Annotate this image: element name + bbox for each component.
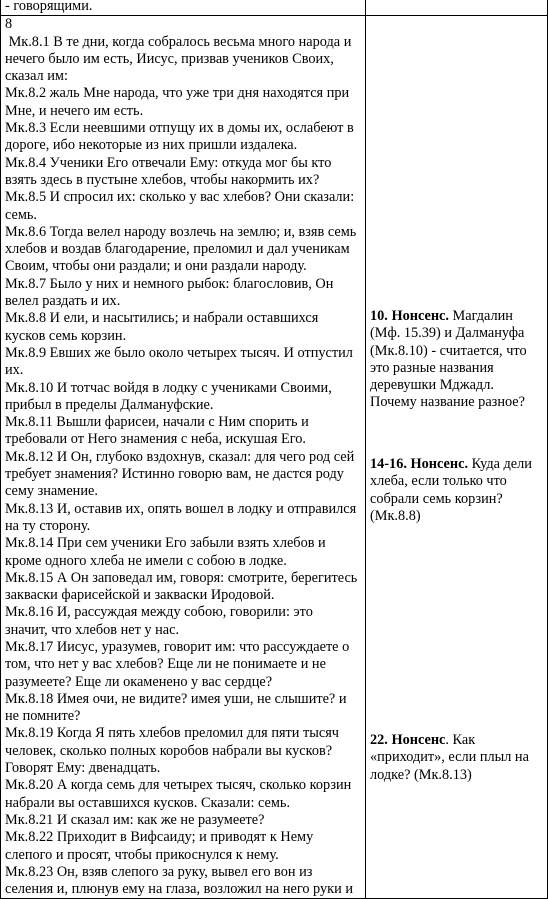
verse-line: Мне, и нечего им есть. xyxy=(5,102,144,119)
verse-line: разумеете? Еще ли окаменено у вас сердце? xyxy=(5,673,273,690)
verse-line: Мк.8.16 И, рассуждая между собою, говорили: это xyxy=(5,604,313,621)
verse-line: Мк.8.4 Ученики Его отвечали Ему: откуда мог бы кто xyxy=(5,154,332,171)
note-line: Магдалин xyxy=(448,308,513,324)
note-line: (Мк.8.10) - считается, что xyxy=(370,342,527,359)
verse-line: Мк.8.19 Когда Я пять хлебов преломил для пяти тысяч xyxy=(5,725,339,742)
note-line: лодке? (Мк.8.13) xyxy=(370,766,472,783)
verse-line: Мк.8.17 Иисус, уразумев, говорит им: что рассуждаете о xyxy=(5,638,350,655)
verse-line: значит, что хлебов нет у нас. xyxy=(5,621,180,638)
verse-line: не помните? xyxy=(5,708,81,725)
verse-line: Говорят Ему: двенадцать. xyxy=(5,760,161,777)
verse-line: Мк.8.14 При сем ученики Его забыли взять хлебов и xyxy=(5,535,326,552)
verse-line: Мк.8.12 И Он, глубоко вздохнув, сказал: для чего род сей xyxy=(5,448,355,465)
verse-line: велел раздать и их. xyxy=(5,293,121,310)
verse-line: на ту сторону. xyxy=(5,517,91,534)
top-right-cell xyxy=(366,0,548,16)
verse-line: Мк.8.7 Было у них и немного рыбок: благословив, Он xyxy=(5,275,334,292)
verse-line: Мк.8.2 жаль Мне народа, что уже три дня находятся при xyxy=(5,85,350,102)
verse-line: Мк.8.21 И сказал им: как же не разумеете? xyxy=(5,811,265,828)
note-line: Куда дели xyxy=(468,456,532,472)
note-line: . Как xyxy=(445,732,476,748)
note-line: хлеба, если только что xyxy=(370,473,507,490)
note-line: это разные названия xyxy=(370,359,494,376)
verse-line: сказал им: xyxy=(5,68,68,85)
note-line: (Мф. 15.39) и Далмануфа xyxy=(370,325,525,342)
note-heading: 22. Нонсенс xyxy=(370,732,446,748)
verse-list xyxy=(5,34,363,899)
verse-line: кусков семь корзин. xyxy=(5,327,127,344)
verse-line: том, что нет у вас хлебов? Еще ли не понимаете и не xyxy=(5,656,326,673)
verse-line: селения и, плюнув ему на глаза, возложил на него руки и xyxy=(5,881,353,898)
verse-line: Мк.8.3 Если неевшими отпущу их в домы их, ослабеют в xyxy=(5,120,354,137)
note-heading: 14-16. Нонсенс. xyxy=(370,456,469,472)
verse-line: слепого и просят, чтобы прикоснулся к нему. xyxy=(5,846,279,863)
verse-line: Мк.8.15 А Он заповедал им, говоря: смотрите, берегитесь xyxy=(5,569,358,586)
verse-line: кроме одного хлеба не имели с собою в лодке. xyxy=(5,552,287,569)
verse-line: требовали от Него знамения с неба, искушая Его. xyxy=(5,431,306,448)
note-line: Почему название разное? xyxy=(370,394,525,411)
note-line: деревушки Мджадл. xyxy=(370,377,494,394)
verse-line: прибыл в пределы Далмануфские. xyxy=(5,396,214,413)
verse-line: сему знамение. xyxy=(5,483,98,500)
table-row xyxy=(1,0,548,16)
nonsense-note-22 xyxy=(370,732,546,784)
verse-line: Мк.8.20 А когда семь для четырех тысяч, сколько корзин xyxy=(5,777,352,794)
verse-line: семь. xyxy=(5,206,38,223)
verse-line: хлебов и воздав благодарение, преломил и дал ученикам xyxy=(5,241,350,258)
verse-line: Мк.8.18 Имея очи, не видите? имея уши, не слышите? и xyxy=(5,690,347,707)
verse-line: дороге, ибо некоторые из них пришли издалека. xyxy=(5,137,298,154)
note-line: (Мк.8.8) xyxy=(370,507,421,524)
verse-line: требует знамения? Истинно говорю вам, не дастся роду xyxy=(5,466,344,483)
note-line: собрали семь корзин? xyxy=(370,490,503,507)
verse-line: Мк.8.9 Евших же было около четырех тысяч. И отпустил xyxy=(5,344,353,361)
verse-line: Мк.8.6 Тогда велел народу возлечь на землю; и, взяв семь xyxy=(5,223,357,240)
verse-line: человек, сколько полных коробов набрали вы кусков? xyxy=(5,742,333,759)
verse-line: Мк.8.23 Он, взяв слепого за руку, вывел его вон из xyxy=(5,863,313,880)
note-heading: 10. Нонсенс. xyxy=(370,308,449,324)
verse-line: Мк.8.8 И ели, и насытились; и набрали оставшихся xyxy=(5,310,319,327)
verse-line: Мк.8.13 И, оставив их, опять вошел в лодку и отправился xyxy=(5,500,357,517)
verse-line: закваски фарисейской и закваски Иродовой. xyxy=(5,587,275,604)
verse-line: Мк.8.5 И спросил их: сколько у вас хлебов? Они сказали: xyxy=(5,189,355,206)
chapter-number: 8 xyxy=(5,16,13,33)
line-text: - говорящими. xyxy=(5,0,93,14)
verse-line: нечего было им есть, Иисус, призвав учеников Своих, xyxy=(5,50,334,67)
verse-line: набрали вы оставшихся кусков. Сказали: семь. xyxy=(5,794,291,811)
top-left-cell xyxy=(1,0,366,16)
verse-line: Мк.8.1 В те дни, когда собралось весьма много народа и xyxy=(5,33,352,50)
verse-line: их. xyxy=(5,362,24,379)
verse-line: Мк.8.10 И тотчас войдя в лодку с учениками Своими, xyxy=(5,379,332,396)
nonsense-note-10 xyxy=(370,308,546,412)
nonsense-note-14-16 xyxy=(370,456,546,525)
verse-line: Своим, чтобы они раздали; и они раздали народу. xyxy=(5,258,307,275)
verse-line: Мк.8.22 Приходит в Вифсаиду; и приводят к Нему xyxy=(5,829,314,846)
note-line: «приходит», если плыл на xyxy=(370,749,529,766)
bible-text-cell xyxy=(1,16,366,899)
verse-line: взять здесь в пустыне хлебов, чтобы накормить их? xyxy=(5,171,320,188)
verse-line: Мк.8.11 Вышли фарисеи, начали с Ним спорить и xyxy=(5,414,309,431)
